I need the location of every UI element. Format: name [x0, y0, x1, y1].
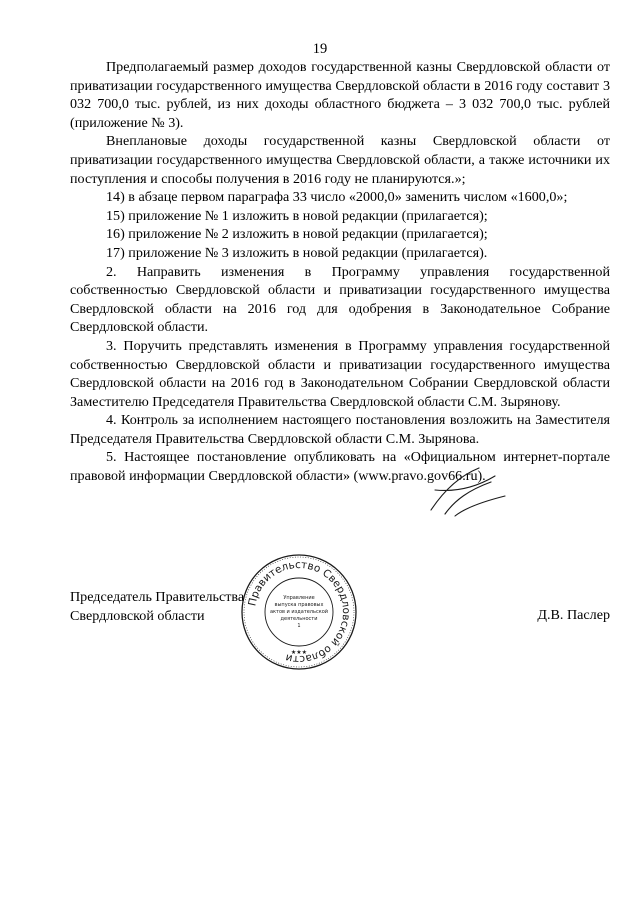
official-stamp — [240, 553, 358, 671]
stamp-ring-text: Правительство Свердловской области — [246, 558, 353, 666]
stamp-center-line2: выпуска правовых — [274, 602, 324, 608]
paragraph-clause-3: 3. Поручить представлять изменения в Программу управления государственной собственностью Свердловской области и приватизации государственного имущества Свердловской области на 2016 год в Законодательном Собрании Свердловской области Заместителю Председателя Правительства Свердловской области С.М. Зырянову. — [70, 337, 610, 410]
paragraph-item-14: 14) в абзаце первом параграфа 33 число «2000,0» заменить числом «1600,0»; — [106, 189, 568, 206]
stamp-center-line1: Управление — [283, 595, 315, 601]
page-number: 19 — [312, 41, 328, 57]
paragraph-income-estimate: Предполагаемый размер доходов государственной казны Свердловской области от приватизации государственного имущества Свердловской области в 2016 году составит 3 032 700,0 тыс. рублей, из них доходы областного бюджета – 3 032 700,0 тыс. рублей (приложение № 3). — [70, 59, 610, 131]
stamp-center-line5: 1 — [297, 623, 301, 629]
paragraph-item-17: 17) приложение № 3 изложить в новой редакции (прилагается). — [106, 244, 488, 261]
stamp-stars: ★★★ — [290, 649, 308, 656]
paragraph-clause-4: 4. Контроль за исполнением настоящего постановления возложить на Заместителя Председателя Правительства Свердловской области С.М. Зырянова. — [70, 412, 610, 447]
paragraph-clause-2: 2. Направить изменения в Программу управления государственной собственностью Свердловской области и приватизации государственного имущества Свердловской области на 2016 год для одобрения в Законодательное Собрание Свердловской области. — [70, 263, 610, 336]
paragraph-item-16: 16) приложение № 2 изложить в новой редакции (прилагается); — [106, 226, 488, 243]
signature-title-line1: Председатель Правительства — [70, 589, 245, 605]
handwritten-signature-mark — [425, 462, 515, 522]
document-body — [70, 58, 610, 486]
stamp-center-line3: актов и издательской — [269, 609, 329, 615]
stamp-center-line4: деятельности — [280, 616, 318, 622]
signature-title-line2: Свердловской области — [70, 607, 205, 624]
signature-title — [70, 588, 244, 625]
paragraph-item-15: 15) приложение № 1 изложить в новой редакции (прилагается); — [106, 207, 488, 224]
signature-name: Д.В. Паслер — [537, 607, 610, 623]
paragraph-clause-5: 5. Настоящее постановление опубликовать на «Официальном интернет-портале правовой информации Свердловской области» (www.pravo.gov66.ru). — [70, 449, 610, 485]
paragraph-unplanned-income: Внеплановые доходы государственной казны Свердловской области от приватизации государственного имущества Свердловской области, а также источники их поступления и способы получения в 2016 году не планируются.»; — [70, 133, 610, 187]
